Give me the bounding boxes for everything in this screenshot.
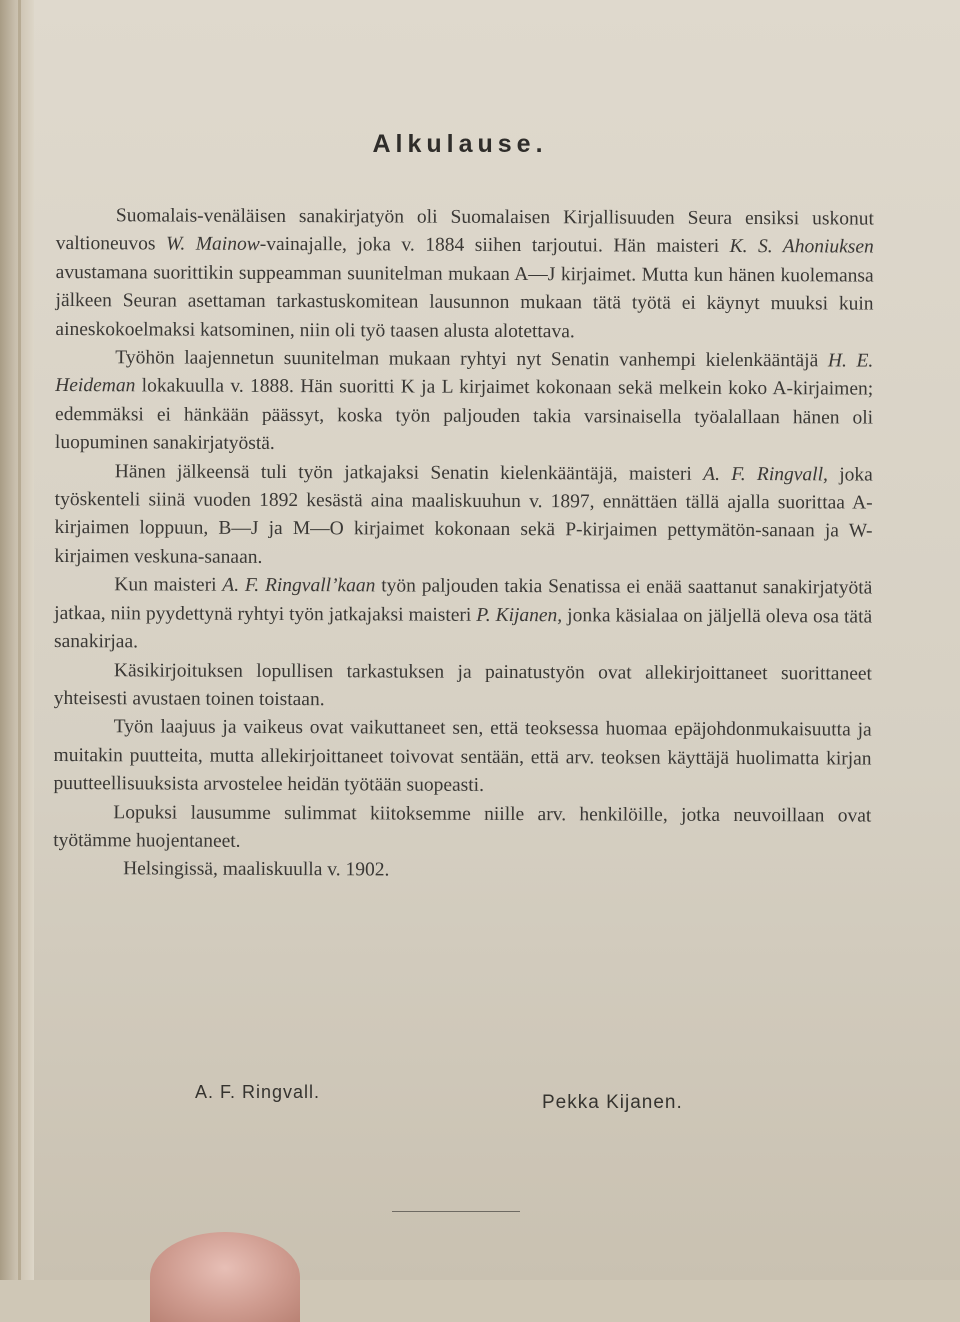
italic-name: A. F. Ringvall’kaan — [222, 575, 376, 597]
thumb — [150, 1232, 300, 1322]
text-run: Hänen jälkeensä tuli työn jatkajaksi Senatin kielenkääntäjä, maisteri — [114, 460, 704, 485]
end-rule — [392, 1211, 520, 1212]
text-run: jonka käsialaa on jäljellä oleva osa tätä sanakirjaa. — [54, 604, 873, 653]
italic-name: K. S. Ahoniuksen — [729, 236, 874, 258]
text-run: -vainajalle, joka v. 1884 siihen tarjoutui. Hän maisteri — [259, 234, 730, 258]
text-run: avustamana suorittikin suppeamman suunitelman mukaan A—J kirjaimet. Mutta kun hänen kuolemansa jälkeen Seuran asettaman tarkastuskomitean lausunnon mukaan tätä työtä ei käynyt muuksi kuin aineskokoelmaksi katsominen, niin oli työ taasen alusta alotettava. — [55, 261, 874, 342]
preface-paragraph — [53, 713, 871, 802]
preface-paragraph — [53, 799, 871, 859]
italic-name: P. Kijanen, — [476, 604, 563, 626]
text-run: työn paljouden takia Senatissa ei enää saattanut sanakirjatyötä jatkaa, niin pyydettynä ryhtyi työn jatkajaksi maisteri — [54, 575, 873, 626]
text-run: Suomalais-venäläisen sanakirjatyön oli Suomalaisen Kirjallisuuden Seura ensiksi uskonut valtioneuvos — [55, 205, 874, 255]
text-run: Työhön laajennetun suunitelman mukaan ryhtyi nyt Senatin vanhempi kielenkääntäjä — [115, 347, 828, 372]
text-run: Työn laajuus ja vaikeus ovat vaikuttaneet sen, että teoksessa huomaa epäjohdonmukaisuutta ja muitakin puutteita, mutta allekirjoittaneet toivovat sentään, että arv. teoksen käyttäjä huolimatta kirjan puutteellisuuksista arvostelee heidän työtään suopeasti. — [53, 716, 872, 796]
italic-name: A. F. Ringvall, — [703, 463, 828, 486]
preface-paragraph — [54, 458, 872, 575]
signature-ringvall: A. F. Ringvall. — [195, 1082, 321, 1102]
preface-paragraph — [55, 344, 873, 461]
page-title: Alkulause. — [372, 130, 548, 158]
italic-name: W. Mainow — [165, 233, 260, 256]
preface-paragraph — [54, 571, 872, 660]
text-run: Lopuksi lausumme sulimmat kiitoksemme niille arv. henkilöille, jotka neuvoillaan ovat työtämme huojentaneet. — [53, 801, 872, 852]
date-line: Helsingissä, maaliskuulla v. 1902. — [123, 858, 390, 881]
text-run: joka työskenteli siinä vuoden 1892 kesästä aina maaliskuuhun v. 1897, ennättäen tällä ajalla suorittaa A-kirjaimen loppuun, B—J ja M—O kirjaimet kokonaan sekä P-kirjaimen pettymätön-sanaan ja W-kirjaimen veskuna-sanaan. — [54, 464, 873, 568]
page-edge — [18, 0, 21, 1280]
signature-kijanen: Pekka Kijanen. — [542, 1092, 683, 1113]
preface-paragraph — [54, 656, 872, 716]
text-run: Käsikirjoituksen lopullisen tarkastuksen ja painatustyön ovat allekirjoittaneet suorittaneet yhteisesti avustaen toinen toistaan. — [53, 659, 872, 711]
text-run: Kun maisteri — [114, 574, 223, 597]
text-run: lokakuulla v. 1888. Hän suoritti K ja L kirjaimet kokonaan sekä melkein koko A-kirjaimen; edemmäksi ei hänkään päässyt, koska työn paljouden takia varsinaisella työalallaan hänen oli luopuminen sanakirjatyöstä. — [54, 375, 874, 455]
preface-body — [53, 202, 874, 887]
preface-paragraph — [55, 202, 874, 348]
italic-name: H. E. Heideman — [55, 350, 874, 397]
book-spine-shadow — [0, 0, 34, 1280]
